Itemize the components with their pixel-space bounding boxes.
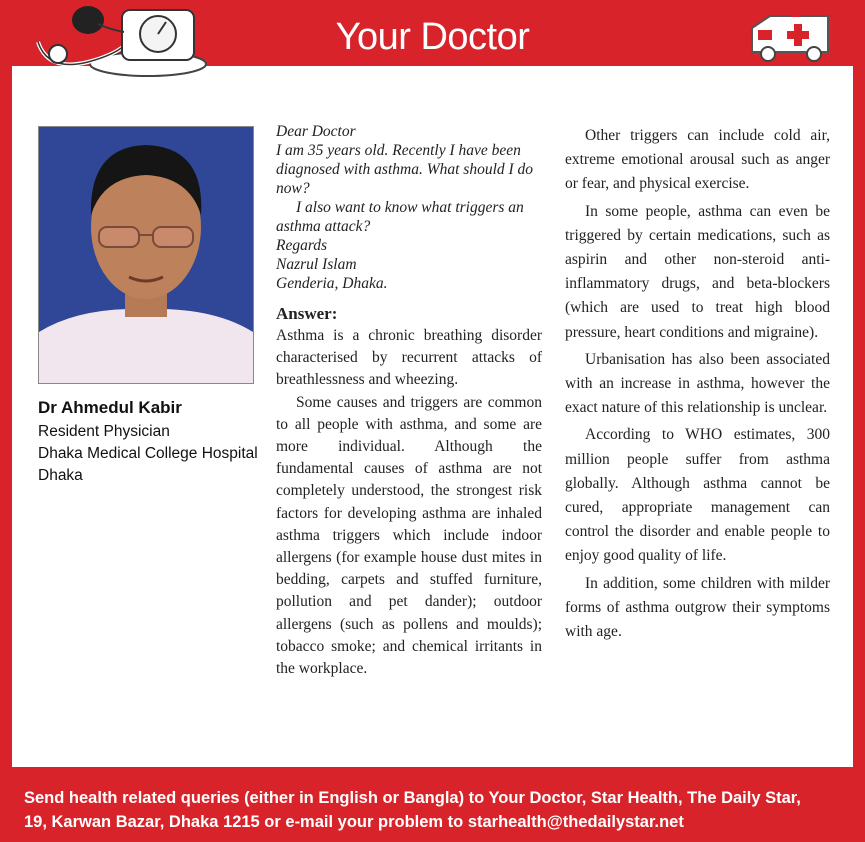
letter-question-2: I also want to know what triggers an asthma attack? [276, 199, 524, 235]
answer-paragraph: In addition, some children with milder forms of asthma outgrow their symptoms with age. [565, 574, 830, 641]
footer-line-2: 19, Karwan Bazar, Dhaka 1215 or e-mail your problem to starhealth@thedailystar.net [24, 813, 684, 831]
letter-and-answer-column [276, 122, 542, 680]
page-title: Your Doctor [335, 16, 530, 58]
letter-closing: Regards [276, 237, 328, 254]
doctor-hospital: Dhaka Medical College Hospital [38, 445, 258, 462]
ambulance-icon [748, 12, 840, 66]
answer-paragraph: Asthma is a chronic breathing disorder characterised by recurrent attacks of breathlessness and wheezing. [276, 327, 542, 389]
letter-location: Genderia, Dhaka. [276, 275, 388, 292]
answer-continued-column [565, 124, 830, 647]
letter-salutation: Dear Doctor [276, 123, 356, 140]
footer-contact-note [24, 786, 854, 834]
answer-paragraph: Urbanisation has also been associated with an increase in asthma, however the exact nature of this relationship is unclear. [565, 350, 830, 417]
answer-heading: Answer: [276, 304, 338, 323]
doctor-city: Dhaka [38, 467, 83, 484]
answer-paragraph: In some people, asthma can even be triggered by certain medications, such as aspirin and other non-steroid anti-inflammatory drugs, and beta-blockers (which are used to treat high blood pressure, heart conditions and migraine). [565, 202, 830, 341]
doctor-title: Resident Physician [38, 423, 170, 440]
footer-line-1: Send health related queries (either in English or Bangla) to Your Doctor, Star Health, The Daily Star, [24, 789, 801, 807]
answer-paragraph: Some causes and triggers are common to all people with asthma, and some are more individual. Although the fundamental causes of asthma are not completely understood, the strongest risk factors for developing asthma are inhaled asthma triggers which include indoor allergens (for example house dust mites in bedding, carpets and stuffed furniture, pollution and pet dander); outdoor allergens (such as pollens and moulds); tobacco smoke; and chemical irritants in the workplace. [276, 393, 542, 678]
answer-body [276, 325, 542, 680]
answer-paragraph: According to WHO estimates, 300 million people suffer from asthma globally. Although asthma cannot be cured, appropriate management can control the disorder and enable people to enjoy good quality of life. [565, 426, 830, 565]
doctor-name: Dr Ahmedul Kabir [38, 398, 182, 417]
reader-letter [276, 122, 542, 293]
letter-sender: Nazrul Islam [276, 256, 357, 273]
answer-paragraph: Other triggers can include cold air, extreme emotional arousal such as anger or fear, and physical exercise. [565, 127, 830, 193]
doctor-photo [38, 126, 254, 384]
letter-question-1: I am 35 years old. Recently I have been diagnosed with asthma. What should I do now? [276, 142, 534, 197]
